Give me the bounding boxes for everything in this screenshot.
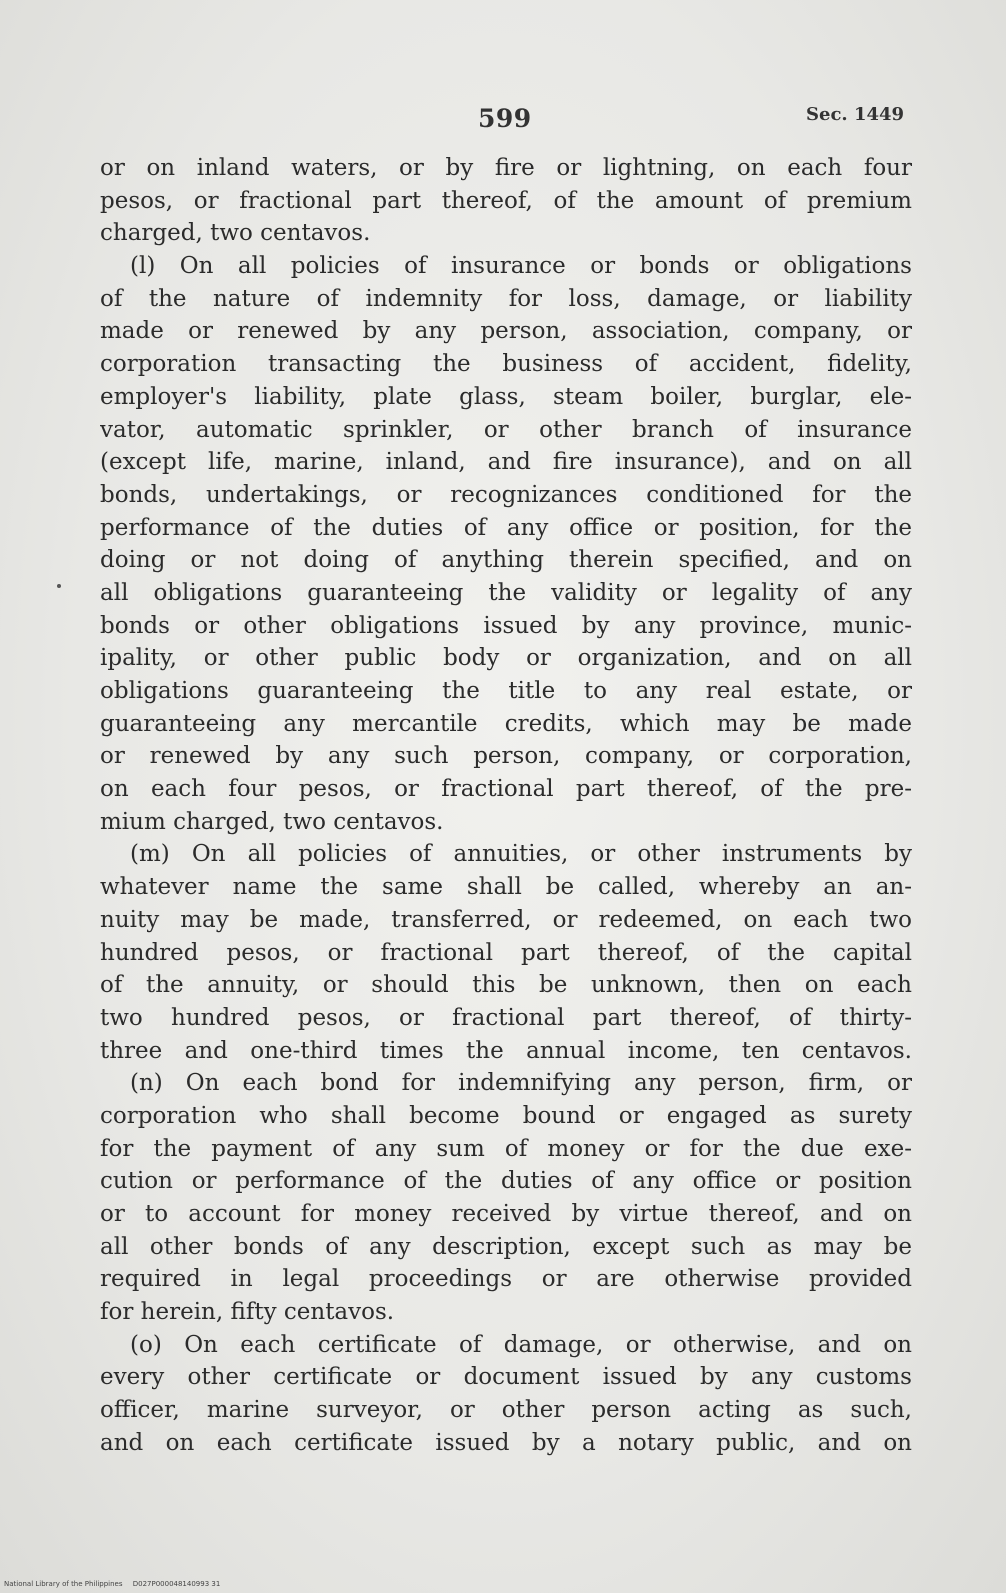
text-line: all other bonds of any description, except such as may be xyxy=(100,1233,912,1260)
text-line: of the annuity, or should this be unknown, then on each xyxy=(100,972,912,999)
text-line: corporation who shall become bound or engaged as surety xyxy=(100,1102,912,1129)
text-line: of the nature of indemnity for loss, damage, or liability xyxy=(100,285,912,312)
text-line: on each four pesos, or fractional part thereof, of the pre- xyxy=(100,776,912,803)
text-line: (except life, marine, inland, and fire insurance), and on all xyxy=(100,449,912,476)
text-line: (n) On each bond for indemnifying any person, firm, or xyxy=(130,1070,912,1097)
text-line: bonds or other obligations issued by any province, munic- xyxy=(100,612,912,639)
text-line: ipality, or other public body or organization, and on all xyxy=(100,645,912,672)
text-line: pesos, or fractional part thereof, of the amount of premium xyxy=(100,187,912,214)
text-line: doing or not doing of anything therein specified, and on xyxy=(100,547,912,574)
text-line: for herein, fifty centavos. xyxy=(100,1299,395,1326)
text-line: vator, automatic sprinkler, or other branch of insurance xyxy=(100,416,912,443)
text-line: nuity may be made, transferred, or redeemed, on each two xyxy=(100,906,912,933)
text-line: and on each certificate issued by a notary public, and on xyxy=(100,1429,912,1456)
text-line: every other certificate or document issued by any customs xyxy=(100,1364,912,1391)
text-line: obligations guaranteeing the title to any real estate, or xyxy=(100,678,912,704)
section-reference: Sec. 1449 xyxy=(806,104,905,125)
text-line: two hundred pesos, or fractional part thereof, of thirty- xyxy=(100,1004,912,1031)
text-line: employer's liability, plate glass, steam boiler, burglar, ele- xyxy=(100,383,912,410)
text-line: corporation transacting the business of accident, fidelity, xyxy=(100,351,912,378)
text-line: (o) On each certificate of damage, or otherwise, and on xyxy=(130,1331,912,1358)
footer-code: D027P000048140993 31 xyxy=(132,1580,221,1588)
text-line: (l) On all policies of insurance or bonds or obligations xyxy=(130,253,912,280)
text-line: (m) On all policies of annuities, or other instruments by xyxy=(130,841,912,868)
text-line: whatever name the same shall be called, whereby an an- xyxy=(100,874,912,901)
text-line: all obligations guaranteeing the validity or legality of any xyxy=(100,579,912,606)
text-line: for the payment of any sum of money or for the due exe- xyxy=(100,1135,912,1162)
footer-library: National Library of the Philippines xyxy=(4,1580,123,1588)
text-line: cution or performance of the duties of any office or position xyxy=(100,1168,912,1195)
text-line: made or renewed by any person, association, company, or xyxy=(100,318,912,345)
text-line: or to account for money received by virtue thereof, and on xyxy=(100,1201,912,1227)
scan-speck xyxy=(57,584,61,588)
text-line: or on inland waters, or by fire or lightning, on each four xyxy=(100,155,912,181)
text-line: three and one-third times the annual income, ten centavos. xyxy=(100,1037,912,1064)
scan-footer xyxy=(4,1580,228,1588)
text-line: guaranteeing any mercantile credits, which may be made xyxy=(100,710,912,737)
text-line: performance of the duties of any office or position, for the xyxy=(100,514,912,541)
text-line: hundred pesos, or fractional part thereof, of the capital xyxy=(100,939,912,966)
text-line: mium charged, two centavos. xyxy=(100,808,444,835)
body-text xyxy=(100,152,912,1460)
text-line: bonds, undertakings, or recognizances conditioned for the xyxy=(100,481,912,508)
text-line: or renewed by any such person, company, or corporation, xyxy=(100,743,912,770)
text-line: required in legal proceedings or are otherwise provided xyxy=(100,1266,912,1293)
text-line: charged, two centavos. xyxy=(100,220,371,247)
page-number: 599 xyxy=(478,104,532,133)
text-line: officer, marine surveyor, or other person acting as such, xyxy=(100,1397,912,1424)
